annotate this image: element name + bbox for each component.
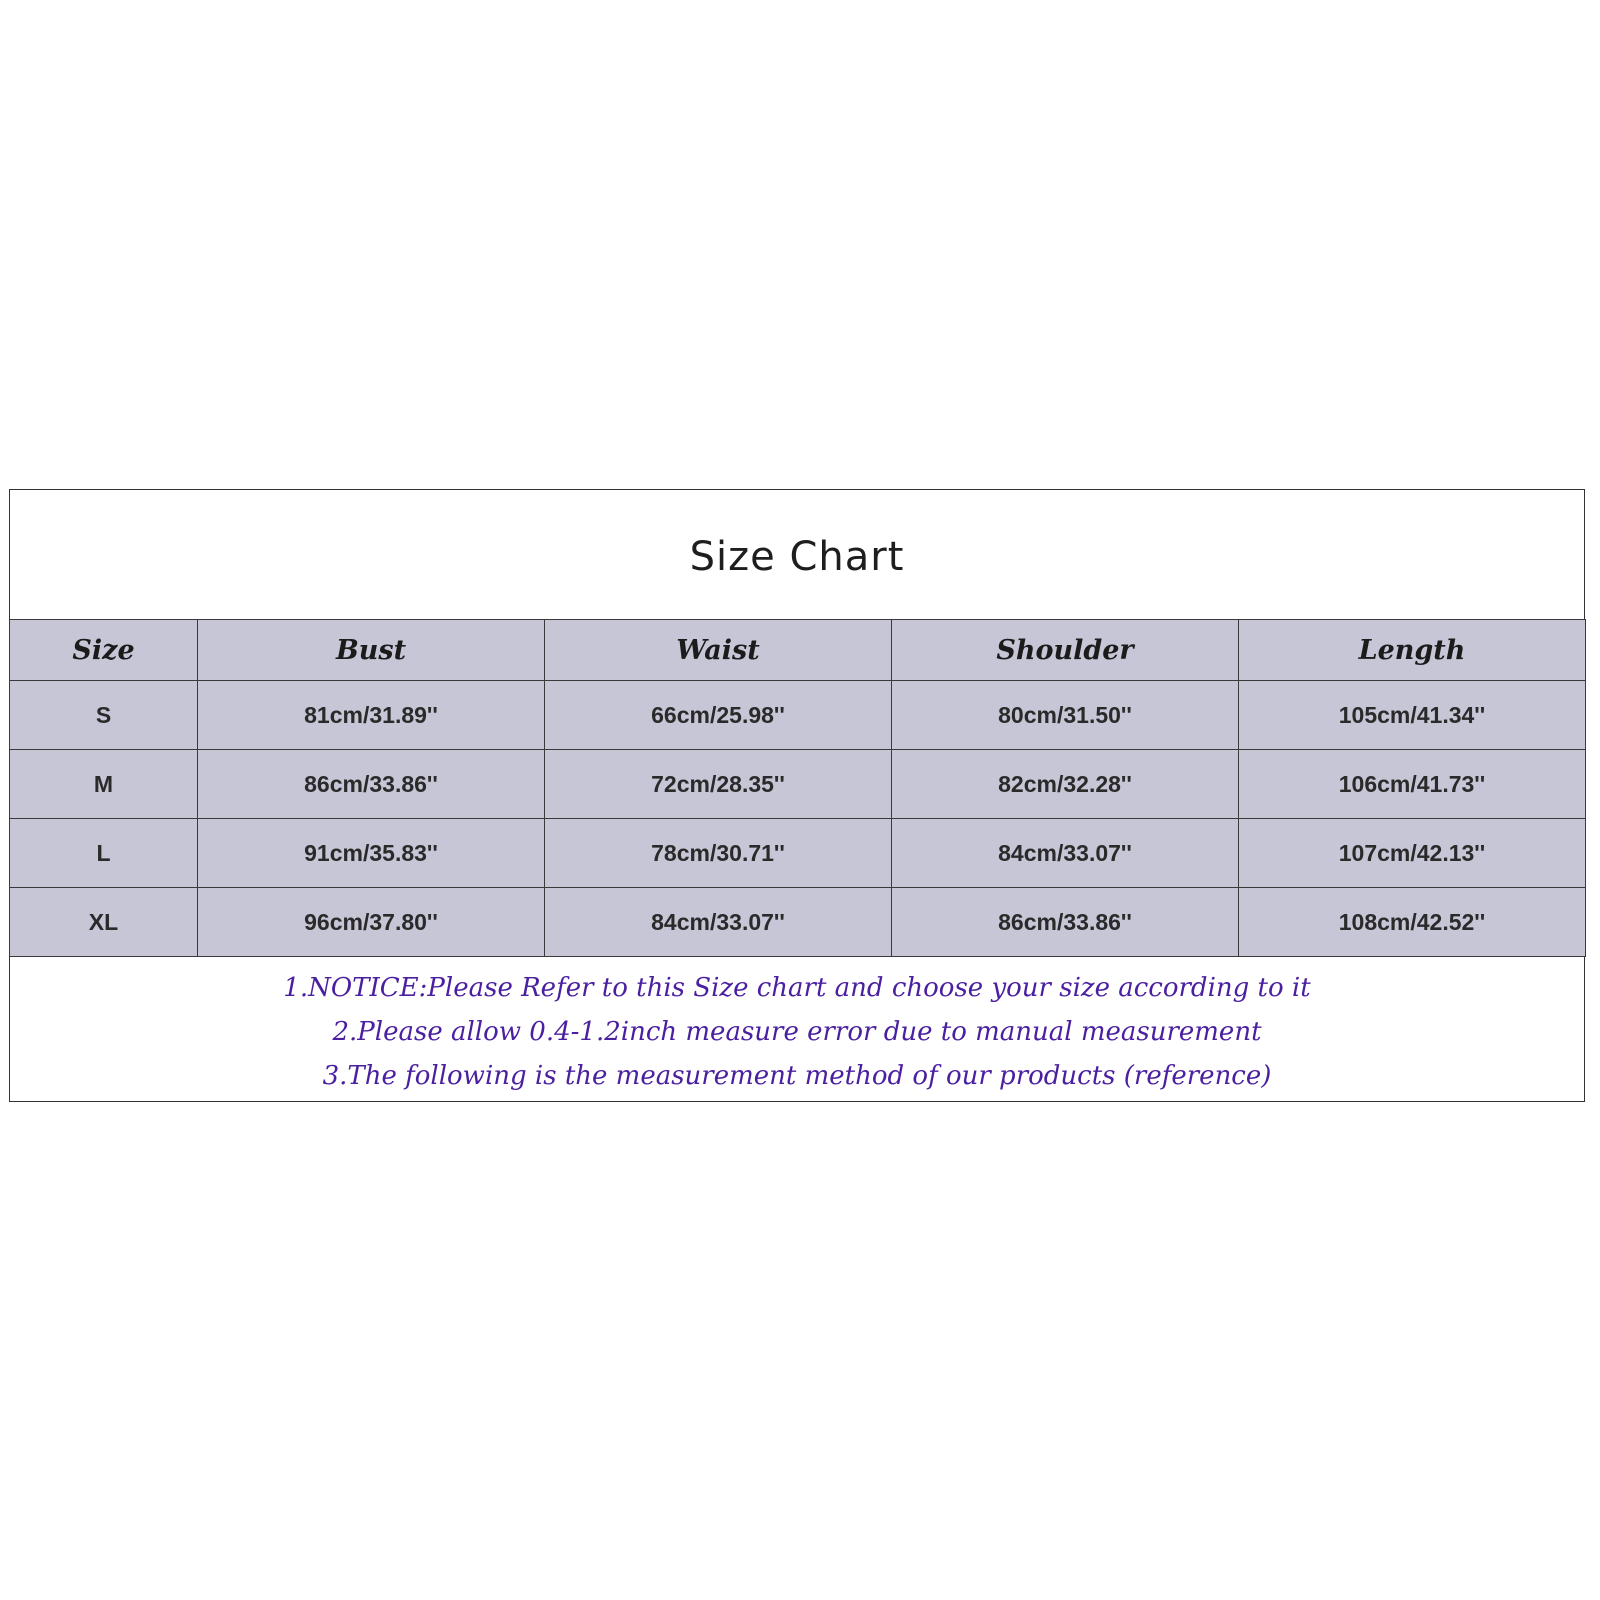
header-row: [10, 620, 1586, 681]
header-bust: Bust: [198, 620, 545, 681]
cell-bust: 96cm/37.80'': [198, 888, 545, 957]
size-chart: [9, 489, 1585, 1102]
cell-size: L: [10, 819, 198, 888]
table-row: [10, 888, 1586, 957]
cell-shoulder: 80cm/31.50'': [892, 681, 1239, 750]
cell-size: XL: [10, 888, 198, 957]
header-waist: Waist: [545, 620, 892, 681]
note-measure-error: 2.Please allow 0.4-1.2inch measure error due to manual measurement: [332, 1017, 1262, 1047]
cell-waist: 78cm/30.71'': [545, 819, 892, 888]
cell-bust: 86cm/33.86'': [198, 750, 545, 819]
page-title: Size Chart: [689, 534, 905, 580]
header-shoulder: Shoulder: [892, 620, 1239, 681]
cell-waist: 72cm/28.35'': [545, 750, 892, 819]
header-size: Size: [10, 620, 198, 681]
cell-length: 107cm/42.13'': [1239, 819, 1586, 888]
table-row: [10, 750, 1586, 819]
cell-bust: 91cm/35.83'': [198, 819, 545, 888]
cell-bust: 81cm/31.89'': [198, 681, 545, 750]
cell-size: S: [10, 681, 198, 750]
cell-size: M: [10, 750, 198, 819]
size-table: [9, 619, 1586, 957]
note-measurement-method: 3.The following is the measurement method of our products (reference): [322, 1061, 1272, 1091]
cell-length: 108cm/42.52'': [1239, 888, 1586, 957]
cell-waist: 84cm/33.07'': [545, 888, 892, 957]
header-length: Length: [1239, 620, 1586, 681]
cell-length: 106cm/41.73'': [1239, 750, 1586, 819]
cell-length: 105cm/41.34'': [1239, 681, 1586, 750]
cell-shoulder: 86cm/33.86'': [892, 888, 1239, 957]
cell-shoulder: 82cm/32.28'': [892, 750, 1239, 819]
notes-section: [10, 962, 1584, 1102]
table-row: [10, 819, 1586, 888]
table-row: [10, 681, 1586, 750]
note-notice: 1.NOTICE:Please Refer to this Size chart and choose your size according to it: [283, 973, 1311, 1003]
cell-shoulder: 84cm/33.07'': [892, 819, 1239, 888]
cell-waist: 66cm/25.98'': [545, 681, 892, 750]
